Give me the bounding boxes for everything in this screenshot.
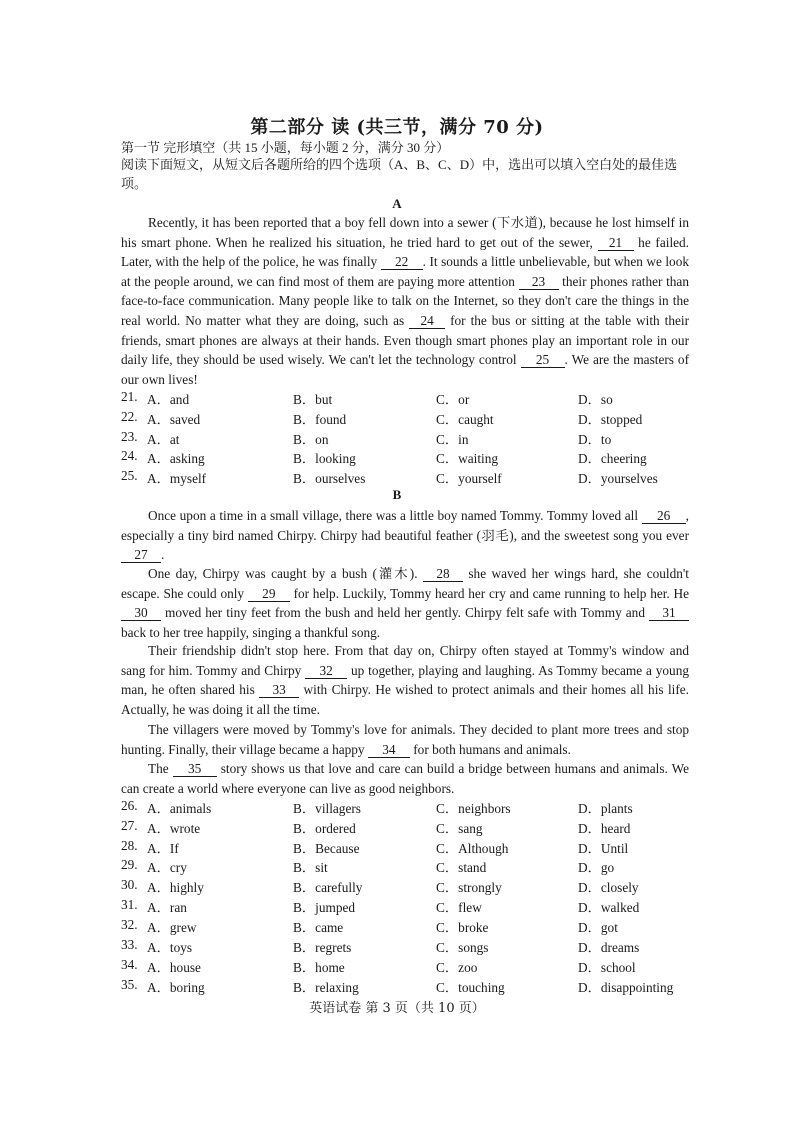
blank-23: 23 xyxy=(519,275,559,290)
option-b[interactable]: B．ordered xyxy=(293,821,356,836)
text-run: The villagers were moved by Tommy's love for animals. They decided to plant more trees and stop hunting. Finally, their village became a happy xyxy=(121,722,689,757)
text-run: back to her tree happily, singing a thankful song. xyxy=(121,624,381,640)
option-b[interactable]: B．ourselves xyxy=(293,471,366,486)
option-a[interactable]: A．asking xyxy=(147,451,205,466)
text-run: , especially a tiny bird named Chirpy. Chirpy had beautiful feather (羽毛), and the sweetest song you ever xyxy=(121,508,689,543)
text-run: their phones rather than face-to-face communication. Many people like to talk on the Internet, so they don't care the things in the real world. No matter what they are doing, such as xyxy=(121,273,689,328)
question-number: 21. xyxy=(121,389,138,404)
option-d[interactable]: D．yourselves xyxy=(578,471,658,486)
text-run: . It sounds a little unbelievable, but when we look at the people around, we can find most of them are paying more attention xyxy=(121,254,690,289)
option-c[interactable]: C．broke xyxy=(436,920,489,935)
option-a[interactable]: A．highly xyxy=(147,880,204,895)
options-row-25 xyxy=(121,468,701,488)
text-run: . xyxy=(161,547,165,563)
text-run: up together, playing and laughing. As Tommy became a young man, he often shared his xyxy=(121,662,689,698)
option-c[interactable]: C．caught xyxy=(436,412,494,427)
passage-a-paragraph xyxy=(121,213,689,389)
question-number: 35. xyxy=(121,977,138,992)
question-number: 22. xyxy=(121,409,138,424)
option-d[interactable]: D．plants xyxy=(578,801,633,816)
options-row-33 xyxy=(121,937,701,957)
option-b[interactable]: B．came xyxy=(293,920,344,935)
passage-b-paragraph-5 xyxy=(121,759,689,798)
options-row-23 xyxy=(121,429,701,449)
text-run: he failed. Later, with the help of the police, he was finally xyxy=(121,234,690,270)
question-number: 31. xyxy=(121,897,138,912)
question-number: 33. xyxy=(121,937,138,952)
question-number: 29. xyxy=(121,857,138,872)
option-d[interactable]: D．dreams xyxy=(578,940,640,955)
option-c[interactable]: C．touching xyxy=(436,980,505,995)
options-row-29 xyxy=(121,857,701,877)
blank-22: 22 xyxy=(381,255,423,270)
options-row-27 xyxy=(121,818,701,838)
options-row-32 xyxy=(121,917,701,937)
blank-30: 30 xyxy=(121,606,161,621)
option-a[interactable]: A．house xyxy=(147,960,201,975)
question-number: 23. xyxy=(121,429,138,444)
options-row-34 xyxy=(121,957,701,977)
option-c[interactable]: C．or xyxy=(436,392,470,407)
question-number: 27. xyxy=(121,818,138,833)
text-run: Recently, it has been reported that a boy fell down into a sewer (下水道), because he lost himself in his smart phone. When he realized his situation, he tried hard to get out of the sewer, xyxy=(121,215,689,250)
blank-21: 21 xyxy=(598,236,634,251)
text-run: The xyxy=(148,761,173,776)
option-c[interactable]: C．in xyxy=(436,432,469,447)
text-run: . We are the masters of our own lives! xyxy=(121,352,689,387)
option-b[interactable]: B．regrets xyxy=(293,940,352,955)
option-b[interactable]: B．on xyxy=(293,432,329,447)
options-row-35 xyxy=(121,977,701,997)
question-number: 25. xyxy=(121,468,138,483)
option-b[interactable]: B．carefully xyxy=(293,880,363,895)
text-run: Once upon a time in a small village, there was a little boy named Tommy. Tommy loved all xyxy=(148,508,642,523)
option-c[interactable]: C．stand xyxy=(436,860,487,875)
option-c[interactable]: C．flew xyxy=(436,900,482,915)
option-a[interactable]: A．and xyxy=(147,392,190,407)
option-a[interactable]: A．grew xyxy=(147,920,197,935)
question-number: 26. xyxy=(121,798,138,813)
options-row-21 xyxy=(121,389,701,409)
option-a[interactable]: A．ran xyxy=(147,900,187,915)
option-d[interactable]: D．go xyxy=(578,860,615,875)
option-b[interactable]: B．found xyxy=(293,412,347,427)
text-run: One day, Chirpy was caught by a bush (灌木). xyxy=(148,566,423,581)
blank-26: 26 xyxy=(642,509,686,524)
option-a[interactable]: A．animals xyxy=(147,801,212,816)
question-number: 32. xyxy=(121,917,138,932)
option-b[interactable]: B．but xyxy=(293,392,333,407)
option-c[interactable]: C．songs xyxy=(436,940,489,955)
passage-b-paragraph-3 xyxy=(121,641,689,719)
option-a[interactable]: A．If xyxy=(147,841,179,856)
option-b[interactable]: B．sit xyxy=(293,860,328,875)
text-run: moved her tiny feet from the bush and held her gently. Chirpy felt safe with Tommy and xyxy=(161,605,649,621)
question-number: 28. xyxy=(121,838,138,853)
option-c[interactable]: C．zoo xyxy=(436,960,478,975)
section-title: 第一节 完形填空（共 15 小题，每小题 2 分，满分 30 分） xyxy=(121,140,450,155)
blank-35: 35 xyxy=(173,762,217,777)
option-d[interactable]: D．walked xyxy=(578,900,640,915)
option-d[interactable]: D．closely xyxy=(578,880,639,895)
option-a[interactable]: A．boring xyxy=(147,980,205,995)
option-d[interactable]: D．heard xyxy=(578,821,631,836)
question-number: 30. xyxy=(121,877,138,892)
passage-b-paragraph-1 xyxy=(121,506,689,565)
page-footer: 英语试卷 第 3 页（共 10 页） xyxy=(309,1001,485,1016)
options-row-26 xyxy=(121,798,701,818)
text-run: for help. Luckily, Tommy heard her cry and came running to help her. He xyxy=(289,585,689,601)
blank-33: 33 xyxy=(259,683,299,698)
options-row-22 xyxy=(121,409,701,429)
passage-b-heading: B xyxy=(392,487,402,502)
option-d[interactable]: D．so xyxy=(578,392,613,407)
options-row-31 xyxy=(121,897,701,917)
options-row-28 xyxy=(121,838,701,858)
options-row-30 xyxy=(121,877,701,897)
option-a[interactable]: A．toys xyxy=(147,940,193,955)
option-c[interactable]: C．Although xyxy=(436,841,509,856)
option-a[interactable]: A．myself xyxy=(147,471,207,486)
option-b[interactable]: B．home xyxy=(293,960,345,975)
option-d[interactable]: D．cheering xyxy=(578,451,647,466)
text-run: for the bus or sitting at the table with their friends, smart phones are always at their hands. Even though smart phones play an important role in our daily life, they should be used wisely. We can't let the technology control xyxy=(121,312,689,368)
option-c[interactable]: C．strongly xyxy=(436,880,502,895)
option-c[interactable]: C．sang xyxy=(436,821,483,836)
blank-29: 29 xyxy=(248,587,290,602)
text-run: Their friendship didn't stop here. From that day on, Chirpy often stayed at Tommy's window and sang for him. Tommy and Chirpy xyxy=(121,643,689,678)
option-c[interactable]: C．waiting xyxy=(436,451,499,466)
option-a[interactable]: A．saved xyxy=(147,412,201,427)
text-run: story shows us that love and care can build a bridge between humans and animals. We can create a world where everyone can live as good neighbors. xyxy=(121,761,689,796)
blank-31: 31 xyxy=(649,606,689,621)
blank-34: 34 xyxy=(368,743,410,758)
blank-32: 32 xyxy=(305,664,347,679)
text-run: she waved her wings hard, she couldn't escape. She could only xyxy=(121,566,689,601)
option-a[interactable]: A．cry xyxy=(147,860,187,875)
text-run: for both humans and animals. xyxy=(409,741,571,757)
option-a[interactable]: A．wrote xyxy=(147,821,201,836)
option-c[interactable]: C．yourself xyxy=(436,471,502,486)
blank-25: 25 xyxy=(521,353,565,368)
option-d[interactable]: D．school xyxy=(578,960,636,975)
blank-28: 28 xyxy=(423,567,463,582)
instruction-body: 阅读下面短文，从短文后各题所给的四个选项（A、B、C、D）中，选出可以填入空白处的最佳选项。 xyxy=(121,157,678,191)
instruction-text xyxy=(121,155,691,193)
option-d[interactable]: D．Until xyxy=(578,841,629,856)
question-number: 24. xyxy=(121,448,138,463)
option-a[interactable]: A．at xyxy=(147,432,180,447)
blank-24: 24 xyxy=(409,314,445,329)
passage-b-paragraph-4 xyxy=(121,720,689,759)
text-run: with Chirpy. He wished to protect animals and their homes all his life. Actually, he was doing it all the time. xyxy=(121,682,689,717)
passage-a-heading: A xyxy=(392,196,402,211)
question-number: 34. xyxy=(121,957,138,972)
option-b[interactable]: B．looking xyxy=(293,451,356,466)
option-d[interactable]: D．disappointing xyxy=(578,980,674,995)
option-d[interactable]: D．to xyxy=(578,432,612,447)
part-title: 第二部分 读 (共三节，满分 70 分) xyxy=(250,117,544,138)
option-b[interactable]: B．villagers xyxy=(293,801,361,816)
option-c[interactable]: C．neighbors xyxy=(436,801,511,816)
blank-27: 27 xyxy=(121,548,161,563)
option-b[interactable]: B．relaxing xyxy=(293,980,359,995)
option-d[interactable]: D．stopped xyxy=(578,412,643,427)
options-row-24 xyxy=(121,448,701,468)
option-d[interactable]: D．got xyxy=(578,920,618,935)
option-b[interactable]: B．jumped xyxy=(293,900,356,915)
option-b[interactable]: B．Because xyxy=(293,841,360,856)
passage-b-paragraph-2 xyxy=(121,564,689,642)
